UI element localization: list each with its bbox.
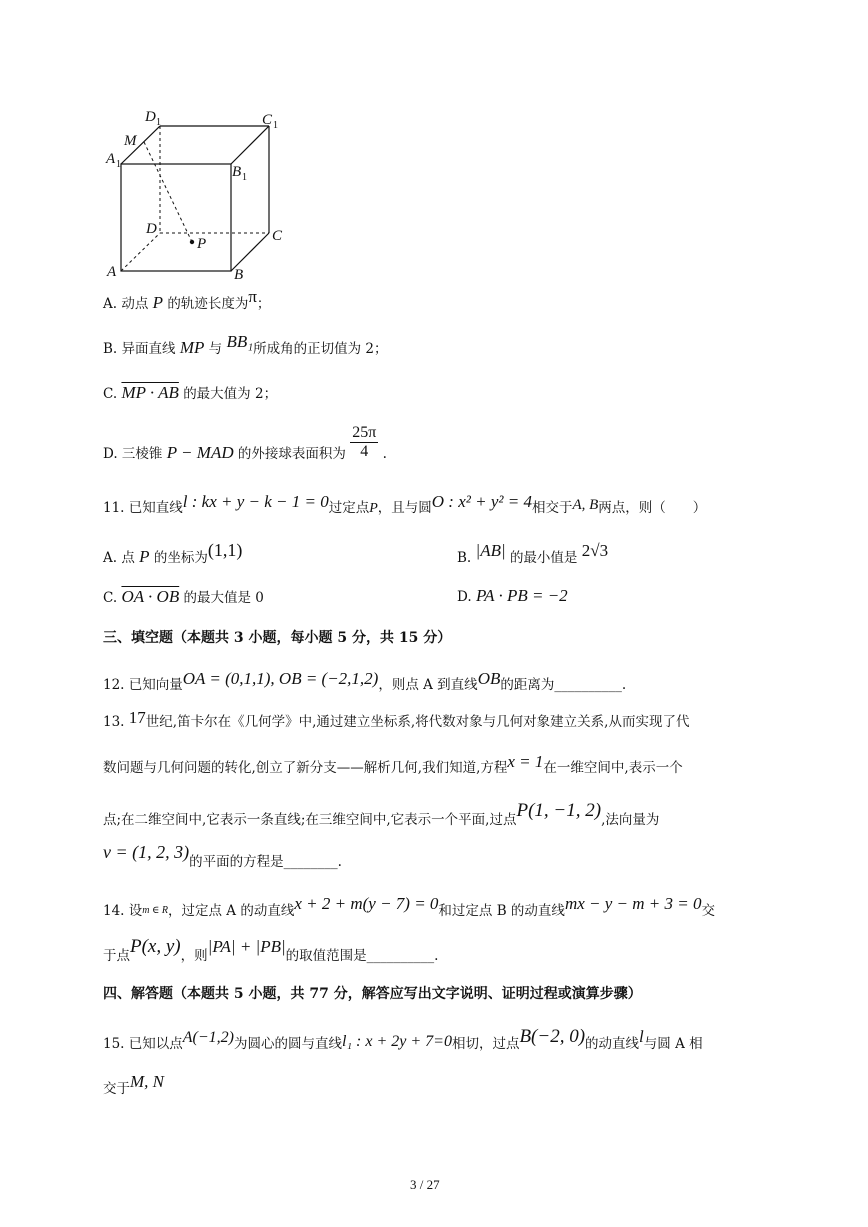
q13-line2 (103, 752, 683, 777)
q15-mid3: 的动直线 (585, 1036, 640, 1052)
q11-ab: A, B (572, 497, 599, 513)
label-b: B (234, 267, 244, 283)
section-3-title: 三、填空题（本题共 3 小题，每小题 5 分，共 15 分） (103, 630, 452, 646)
q10-option-c (103, 382, 277, 403)
q11-line-eq: l : kx + y − k − 1 = 0 (182, 492, 329, 511)
q11-stem (103, 492, 707, 517)
q14-eq2: mx − y − m + 3 = 0 (564, 894, 702, 913)
q13-line3 (103, 800, 660, 828)
q10-c-end: 的最大值为 2； (183, 386, 278, 402)
label-d1-sub: 1 (156, 117, 161, 128)
q10-a-prefix: A. 动点 (103, 296, 149, 312)
q11-b-val: 2√3 (581, 541, 609, 560)
label-a1-sub: 1 (116, 159, 121, 170)
label-m: M (124, 133, 137, 149)
q15-line-l1: l₁ : x + 2y + 7=0 (342, 1033, 452, 1050)
q10-d-expr: P − MAD (166, 443, 234, 462)
q15-mid1: 为圆心的圆与直线 (234, 1036, 343, 1052)
q14-line2 (103, 936, 439, 964)
q13-text-line1: 世纪,笛卡尔在《几何学》中,通过建立坐标系,将代数对象与几何对象建立关系,从而实现了代 (145, 714, 690, 730)
q11-a-prefix: A. 点 (103, 550, 135, 566)
q10-a-val: π (248, 287, 257, 306)
q10-option-b (103, 332, 388, 358)
q10-a-mid: 的轨迹长度为 (167, 296, 249, 312)
q15-point-b: B(−2, 0) (519, 1026, 586, 1047)
q15-line2 (103, 1071, 164, 1097)
q12 (103, 668, 627, 693)
q12-mid: ，则点 A 到直线 (378, 677, 478, 693)
q13-17: 17 (128, 708, 146, 727)
q10-b-prefix: B. 异面直线 (103, 341, 176, 357)
q14-pxy: P(x, y) (130, 936, 181, 957)
q14-line2-mid: ，则 (180, 948, 208, 964)
q14-m-in-r: m ∈ R (142, 905, 168, 916)
edge-b1-c1 (231, 126, 269, 164)
q11-a-val: (1,1) (207, 540, 243, 560)
q10-a-var: P (152, 293, 164, 312)
q13-text-line2-post: 在一维空间中,表示一个 (543, 760, 683, 776)
q13-text-line2-pre: 数问题与几何问题的转化,创立了新分支——解析几何,我们知道,方程 (103, 760, 508, 776)
q11-option-a (103, 540, 243, 566)
q10-d-end: . (382, 446, 387, 462)
q10-b-mid: 与 (208, 341, 223, 357)
q13-num: 13. (103, 714, 125, 730)
q15-mid2: 相切，过点 (451, 1036, 520, 1052)
section-4-title: 四、解答题（本题共 5 小题，共 77 分，解答应写出文字说明、证明过程或演算步骤） (103, 986, 642, 1002)
q15-line2-pre: 交于 (103, 1081, 130, 1097)
label-c: C (272, 228, 283, 244)
q12-vectors: OA = (0,1,1), OB = (−2,1,2) (182, 669, 379, 688)
q11-option-c (103, 586, 264, 607)
q11-option-d (457, 586, 568, 606)
q11-c-end: 的最大值是 0 (183, 590, 264, 606)
q10-d-mid: 的外接球表面积为 (237, 446, 346, 462)
label-p: P (197, 236, 207, 252)
q14-prefix: 14. 设 (103, 903, 143, 919)
label-a1: A (106, 151, 116, 167)
q11-option-b (457, 540, 609, 566)
q11-d-expr: PA · PB = −2 (475, 586, 568, 605)
page-number: 3 / 27 (410, 1177, 440, 1192)
q10-option-d (103, 424, 387, 461)
q12-prefix: 12. 已知向量 (103, 677, 183, 693)
edge-a-d-hidden (121, 233, 160, 271)
q12-ob: OB (477, 669, 501, 688)
q13-eq: x = 1 (507, 752, 544, 771)
q10-option-a (103, 287, 271, 313)
q15-mn: M, N (130, 1072, 164, 1091)
q10-b-line1: MP (179, 338, 205, 357)
q11-stem-mid1: 过定点 (328, 500, 370, 516)
q13-point: P(1, −1, 2) (516, 800, 602, 821)
label-a: A (107, 264, 117, 280)
label-c1-sub: 1 (273, 120, 278, 131)
q10-c-prefix: C. (103, 386, 118, 402)
q10-b-end: 所成角的正切值为 2； (253, 341, 388, 357)
q11-c-expr: OA · OB (121, 587, 180, 606)
q14-end1: 交 (701, 903, 715, 919)
q11-c-prefix: C. (103, 590, 118, 606)
q13-line1 (103, 710, 689, 731)
q14-mid1: ，过定点 A 的动直线 (168, 903, 295, 919)
q11-stem-prefix: 11. 已知直线 (103, 500, 183, 516)
cube-figure (100, 100, 300, 285)
q14-line1 (103, 893, 715, 919)
q10-d-num: 25π (352, 424, 377, 441)
label-d1: D (145, 109, 156, 125)
q11-d-prefix: D. (457, 589, 472, 605)
q11-circle-eq: O : x² + y² = 4 (431, 492, 532, 511)
q10-b-line2: BB₁ (226, 332, 254, 351)
q11-a-mid: 的坐标为 (153, 550, 208, 566)
q11-stem-end: 两点，则（ ） (598, 500, 707, 516)
point-p (190, 240, 194, 244)
q10-d-prefix: D. 三棱锥 (103, 446, 163, 462)
q11-p: P (369, 501, 378, 516)
q10-d-fraction (350, 424, 378, 461)
label-b1: B (232, 164, 242, 180)
q14-eq1: x + 2 + m(y − 7) = 0 (294, 894, 439, 913)
label-c1: C (262, 112, 273, 128)
q13-vec: v = (1, 2, 3) (103, 842, 190, 862)
q11-stem-mid2: ，且与圆 (377, 500, 432, 516)
q10-a-end: ； (256, 296, 271, 312)
q13-text-line3-post: ,法向量为 (601, 812, 660, 828)
q15-line1 (103, 1026, 703, 1052)
q13-text-line4-post: 的平面的方程是________. (189, 854, 342, 870)
q13-line4 (103, 842, 342, 870)
q12-end: 的距离为__________. (500, 677, 627, 693)
q14-line2-end: 的取值范围是__________. (285, 948, 439, 964)
q10-d-den: 4 (360, 443, 369, 460)
q15-center-a: A(−1,2) (182, 1029, 235, 1046)
q11-stem-mid3: 相交于 (531, 500, 573, 516)
edge-b-c (231, 233, 269, 271)
q11-b-prefix: B. (457, 550, 472, 566)
q15-end: 与圆 A 相 (643, 1036, 703, 1052)
q14-line2-pre: 于点 (103, 948, 130, 964)
q13-text-line3-pre: 点;在二维空间中,它表示一条直线;在三维空间中,它表示一个平面,过点 (103, 812, 517, 828)
q15-pre: 已知以点 (128, 1036, 183, 1052)
q10-c-expr: MP · AB (121, 383, 179, 402)
q11-a-var: P (139, 547, 150, 566)
label-b1-sub: 1 (242, 172, 247, 183)
label-d: D (146, 221, 157, 237)
q14-mid2: 和过定点 B 的动直线 (438, 903, 565, 919)
q14-expr: |PA| + |PB| (207, 937, 286, 956)
q15-line-l: l (639, 1027, 644, 1046)
q15-num: 15. (103, 1036, 125, 1052)
q11-b-mid: 的最小值是 (509, 550, 578, 566)
q11-b-expr: |AB| (475, 541, 506, 560)
cube-front-face (121, 164, 231, 271)
